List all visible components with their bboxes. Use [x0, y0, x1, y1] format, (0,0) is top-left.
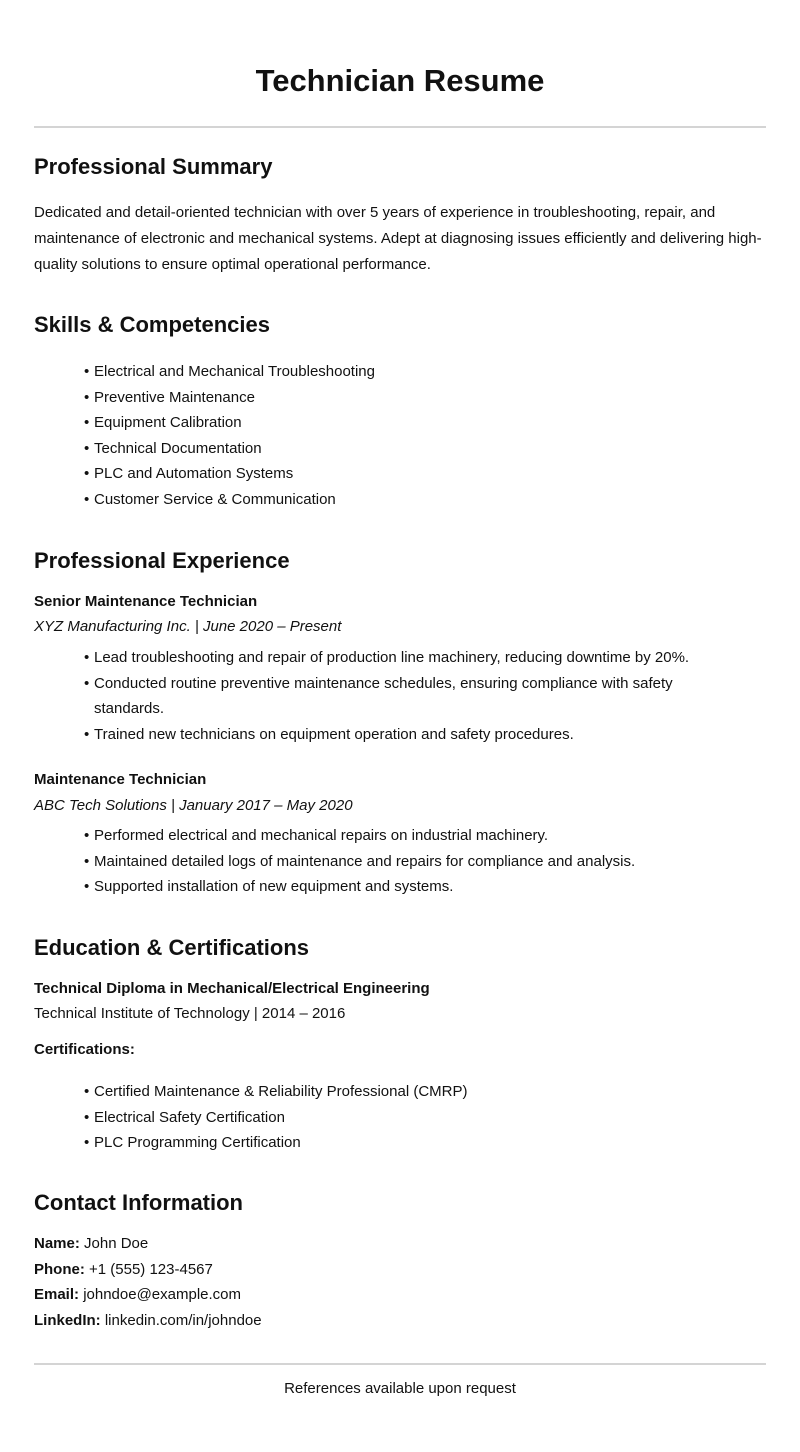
page-title: Technician Resume	[255, 63, 545, 98]
list-item: • Supported installation of new equipment and systems.	[84, 874, 744, 900]
job-title: Senior Maintenance Technician	[34, 593, 258, 610]
job-title: Maintenance Technician	[34, 771, 207, 788]
contact-linkedin-value: linkedin.com/in/johndoe	[104, 1312, 262, 1329]
contact-linkedin	[34, 1311, 262, 1331]
list-item: • PLC Programming Certification	[84, 1130, 744, 1156]
skills-list	[84, 359, 744, 512]
contact-phone	[34, 1260, 213, 1280]
certifications-label: Certifications:	[34, 1041, 135, 1058]
skills-heading: Skills & Competencies	[34, 312, 270, 337]
contact-email-value: johndoe@example.com	[83, 1286, 242, 1303]
list-item: • Conducted routine preventive maintenance schedules, ensuring compliance with safety standards.	[84, 671, 744, 722]
certifications-list	[84, 1079, 744, 1156]
list-item: • Performed electrical and mechanical repairs on industrial machinery.	[84, 823, 744, 849]
list-item: • Preventive Maintenance	[84, 385, 744, 411]
contact-name-label: Name:	[34, 1235, 80, 1252]
experience-heading: Professional Experience	[34, 548, 290, 573]
contact-linkedin-label: LinkedIn:	[34, 1312, 101, 1329]
list-item: • Trained new technicians on equipment operation and safety procedures.	[84, 722, 744, 748]
footer-divider	[34, 1363, 766, 1365]
degree-title: Technical Diploma in Mechanical/Electrical Engineering	[34, 980, 430, 997]
contact-heading: Contact Information	[34, 1190, 243, 1215]
list-item: • Electrical and Mechanical Troubleshooting	[84, 359, 744, 385]
job-company: XYZ Manufacturing Inc. | June 2020 – Present	[34, 618, 342, 635]
school-info: Technical Institute of Technology | 2014 – 2016	[34, 1005, 346, 1022]
summary-heading: Professional Summary	[34, 154, 273, 179]
job-company: ABC Tech Solutions | January 2017 – May 2020	[34, 797, 353, 814]
summary-text: Dedicated and detail-oriented technician with over 5 years of experience in troubleshooting, repair, and maintenance of electronic and mechanical systems. Adept at diagnosing issues efficiently and delivering high-quality solutions to ensure optimal operational performance.	[34, 204, 762, 273]
list-item: • Lead troubleshooting and repair of production line machinery, reducing downtime by 20%.	[84, 645, 744, 671]
header-divider	[34, 126, 766, 128]
job-duties-list	[84, 823, 744, 900]
list-item: • Electrical Safety Certification	[84, 1105, 744, 1131]
contact-phone-label: Phone:	[34, 1261, 85, 1278]
list-item: • PLC and Automation Systems	[84, 461, 744, 487]
list-item: • Technical Documentation	[84, 436, 744, 462]
list-item: • Customer Service & Communication	[84, 487, 744, 513]
job-duties-list	[84, 645, 744, 747]
list-item: • Equipment Calibration	[84, 410, 744, 436]
contact-name	[34, 1234, 148, 1254]
contact-phone-value: +1 (555) 123-4567	[89, 1261, 213, 1278]
contact-name-value: John Doe	[84, 1235, 149, 1252]
footer-note: References available upon request	[284, 1380, 516, 1397]
list-item: • Maintained detailed logs of maintenance and repairs for compliance and analysis.	[84, 849, 744, 875]
list-item: • Certified Maintenance & Reliability Professional (CMRP)	[84, 1079, 744, 1105]
contact-email-label: Email:	[34, 1286, 80, 1303]
contact-email	[34, 1285, 241, 1305]
education-heading: Education & Certifications	[34, 935, 310, 960]
